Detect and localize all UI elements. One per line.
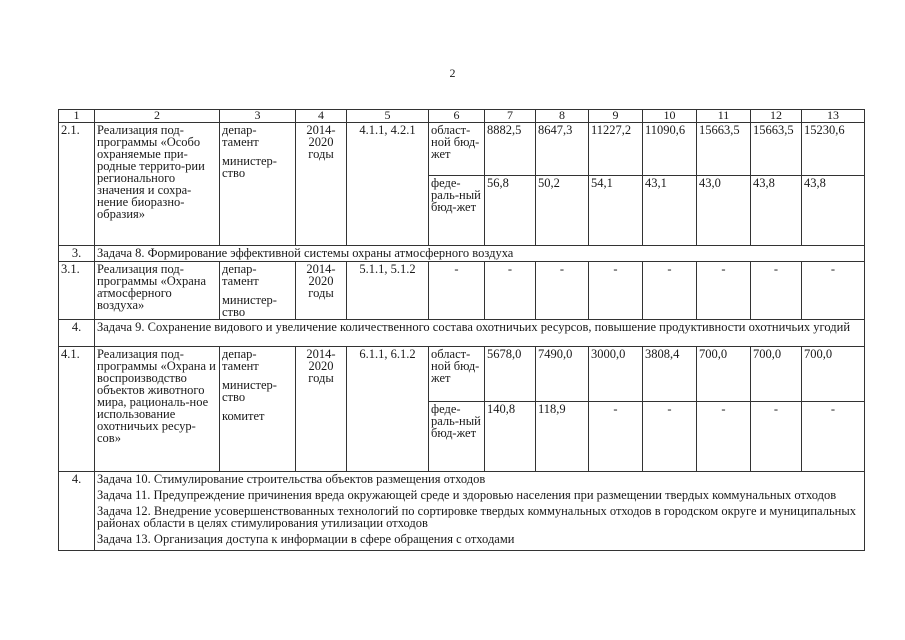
task-row: [59, 472, 865, 551]
value-cell: -: [697, 262, 751, 320]
value-cell: -: [589, 402, 643, 472]
task-text: Задача 10. Стимулирование строительства объектов размещения отходов: [97, 472, 486, 486]
value-cell: 43,8: [802, 176, 865, 246]
indicators: 6.1.1, 6.1.2: [347, 347, 429, 472]
value-cell: 7490,0: [536, 347, 589, 402]
row-number: 3.1.: [59, 262, 95, 320]
header-cell: 8: [536, 110, 589, 123]
value-cell: 700,0: [751, 347, 802, 402]
executor: депар-тамент: [222, 347, 259, 373]
header-cell: 2: [95, 110, 220, 123]
header-cell: 13: [802, 110, 865, 123]
task-list: [95, 472, 865, 551]
task-row: [59, 320, 865, 347]
table-row: [59, 347, 865, 402]
header-cell: 4: [296, 110, 347, 123]
subprogram-name: Реализация под-программы «Охрана атмосферного воздуха»: [95, 262, 220, 320]
value-cell: 11227,2: [589, 123, 643, 176]
executor: министер-ство: [222, 154, 277, 180]
years: 2014-2020 годы: [296, 262, 347, 320]
value-cell: 118,9: [536, 402, 589, 472]
row-number: 3.: [59, 246, 95, 262]
value-cell: 3000,0: [589, 347, 643, 402]
value-cell: 8647,3: [536, 123, 589, 176]
indicators: 4.1.1, 4.2.1: [347, 123, 429, 246]
value-cell: 8882,5: [485, 123, 536, 176]
value-cell: -: [802, 402, 865, 472]
table-row: [59, 123, 865, 176]
header-cell: 7: [485, 110, 536, 123]
task-text: Задача 11. Предупреждение причинения вреда окружающей среде и здоровью населения при размещении твердых коммунальных отходов: [97, 488, 837, 502]
value-cell: 700,0: [697, 347, 751, 402]
value-cell: 43,0: [697, 176, 751, 246]
years: 2014-2020 годы: [296, 347, 347, 472]
program-table: [58, 109, 865, 551]
value-cell: 5678,0: [485, 347, 536, 402]
header-cell: 12: [751, 110, 802, 123]
executors: [220, 347, 296, 472]
task-text: Задача 8. Формирование эффективной системы охраны атмосферного воздуха: [95, 246, 865, 262]
header-cell: 10: [643, 110, 697, 123]
value-cell: 54,1: [589, 176, 643, 246]
task-row: [59, 246, 865, 262]
header-cell: 5: [347, 110, 429, 123]
value-cell: 15663,5: [697, 123, 751, 176]
value-cell: -: [751, 262, 802, 320]
header-cell: 9: [589, 110, 643, 123]
value-cell: 3808,4: [643, 347, 697, 402]
value-cell: -: [485, 262, 536, 320]
value-cell: 11090,6: [643, 123, 697, 176]
value-cell: 56,8: [485, 176, 536, 246]
task-text: Задача 9. Сохранение видового и увеличение количественного состава охотничьих ресурсов, повышение продуктивности охотничьих угодий: [95, 320, 865, 347]
executor: депар-тамент: [222, 123, 259, 149]
executor: министер-ство: [222, 378, 277, 404]
table-row: [59, 262, 865, 320]
value-cell: 43,8: [751, 176, 802, 246]
value-cell: -: [536, 262, 589, 320]
subprogram-name: Реализация под-программы «Охрана и воспроизводство объектов животного мира, рациональ-ное использование охотничьих ресур-сов»: [95, 347, 220, 472]
value-cell: 700,0: [802, 347, 865, 402]
value-cell: -: [697, 402, 751, 472]
value-cell: -: [429, 262, 485, 320]
value-cell: -: [589, 262, 643, 320]
row-number: 4.: [59, 472, 95, 551]
header-cell: 11: [697, 110, 751, 123]
executor: комитет: [222, 409, 265, 423]
task-text: Задача 13. Организация доступа к информации в сфере обращения с отходами: [97, 532, 515, 546]
subprogram-name: Реализация под-программы «Особо охраняемые при-родные террито-рии регионального значения и сохра-нение биоразно-образия»: [95, 123, 220, 246]
header-row: [59, 110, 865, 123]
executor: министер-ство: [222, 293, 277, 319]
value-cell: 15230,6: [802, 123, 865, 176]
executors: [220, 262, 296, 320]
indicators: 5.1.1, 5.1.2: [347, 262, 429, 320]
row-number: 2.1.: [59, 123, 95, 246]
funding-source: феде-раль-ный бюд-жет: [429, 402, 485, 472]
task-text: Задача 12. Внедрение усовершенствованных технологий по сортировке твердых коммунальных отходов в городском округе и муниципальных районах области в целях стимулирования утилизации отходов: [97, 504, 856, 530]
executor: депар-тамент: [222, 262, 259, 288]
header-cell: 3: [220, 110, 296, 123]
funding-source: област-ной бюд-жет: [429, 123, 485, 176]
funding-source: феде-раль-ный бюд-жет: [429, 176, 485, 246]
header-cell: 6: [429, 110, 485, 123]
value-cell: 50,2: [536, 176, 589, 246]
value-cell: -: [802, 262, 865, 320]
value-cell: -: [643, 262, 697, 320]
value-cell: 15663,5: [751, 123, 802, 176]
value-cell: 43,1: [643, 176, 697, 246]
page-number: 2: [449, 66, 456, 80]
header-cell: 1: [59, 110, 95, 123]
row-number: 4.: [59, 320, 95, 347]
value-cell: -: [643, 402, 697, 472]
funding-source: област-ной бюд-жет: [429, 347, 485, 402]
value-cell: -: [751, 402, 802, 472]
value-cell: 140,8: [485, 402, 536, 472]
row-number: 4.1.: [59, 347, 95, 472]
years: 2014-2020 годы: [296, 123, 347, 246]
executors: [220, 123, 296, 246]
